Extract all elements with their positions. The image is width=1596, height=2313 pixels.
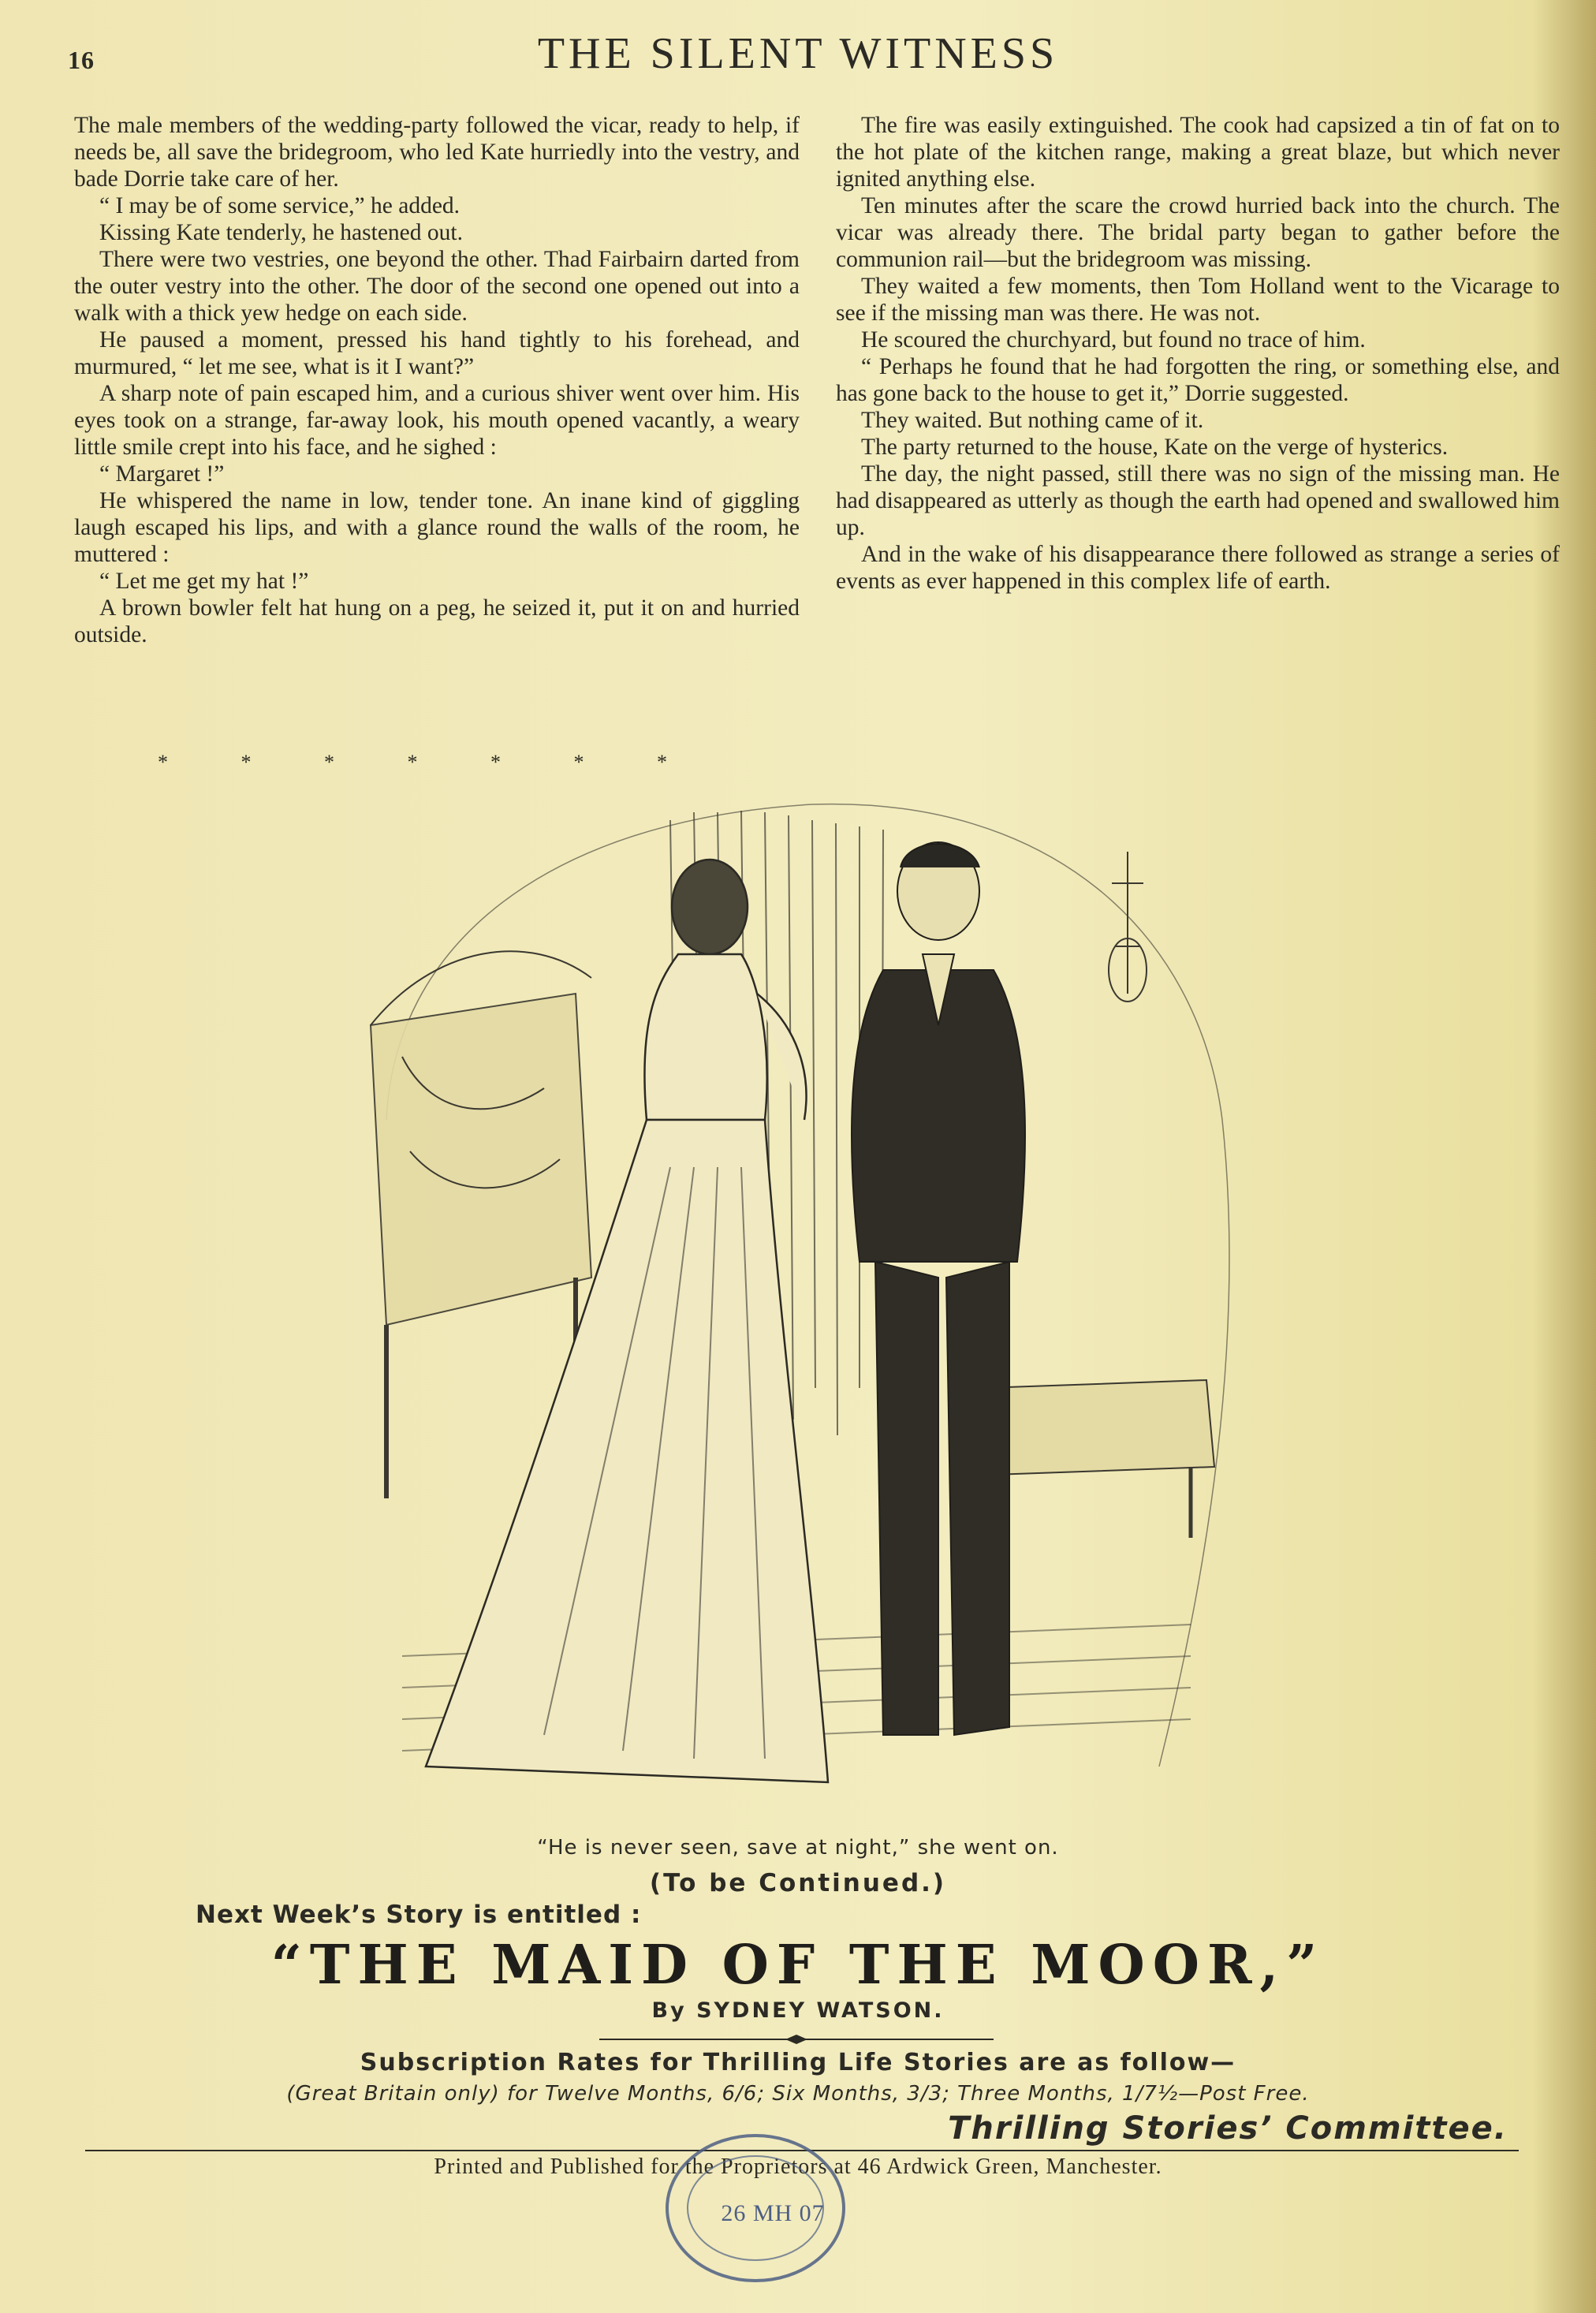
paragraph: “ Perhaps he found that he had forgotten the ring, or something else, and has gone back to the house to get it,” Dorrie suggested. xyxy=(836,354,1560,406)
paragraph: The party returned to the house, Kate on the verge of hysterics. xyxy=(861,435,1449,460)
left-text-column xyxy=(74,112,800,648)
next-story-author: By SYDNEY WATSON. xyxy=(651,1998,945,2023)
illustration-caption: “He is never seen, save at night,” she went on. xyxy=(537,1836,1059,1860)
paragraph: “ I may be of some service,” he added. xyxy=(99,193,461,218)
right-text-column xyxy=(836,112,1560,595)
page-number: 16 xyxy=(68,46,95,74)
paragraph: He whispered the name in low, tender tone. An inane kind of giggling laugh escaped his lips, and with a glance round the walls of the room, he muttered : xyxy=(74,488,800,567)
paragraph: “ Margaret !” xyxy=(99,461,225,487)
paragraph: A brown bowler felt hat hung on a peg, he seized it, put it on and hurried outside. xyxy=(74,595,800,647)
paragraph: Kissing Kate tenderly, he hastened out. xyxy=(99,220,463,245)
printer-imprint: Printed and Published for the Proprietors at 46 Ardwick Green, Manchester. xyxy=(434,2154,1162,2179)
paragraph: And in the wake of his disappearance there followed as strange a series of events as ever happened in this complex life of earth. xyxy=(836,542,1560,594)
stamp-date: 26 MH 07 xyxy=(721,2200,825,2226)
running-head-title: THE SILENT WITNESS xyxy=(537,29,1059,78)
engraving-illustration xyxy=(339,789,1270,1814)
paragraph: Ten minutes after the scare the crowd hurried back into the church. The vicar was already there. The bridal party began to gather before the communion rail—but the bridegroom was missing. xyxy=(836,193,1560,272)
ornamental-rule xyxy=(599,2033,994,2046)
paragraph: “ Let me get my hat !” xyxy=(99,569,309,594)
paragraph: The male members of the wedding-party followed the vicar, ready to help, if needs be, all save the bridegroom, who led Kate hurriedly into the vestry, and bade Dorrie take care of her. xyxy=(74,113,800,192)
next-week-label: Next Week’s Story is entitled : xyxy=(196,1901,642,1929)
to-be-continued: (To be Continued.) xyxy=(649,1869,947,1897)
paragraph: He paused a moment, pressed his hand tightly to his forehead, and murmured, “ let me see, what is it I want?” xyxy=(74,327,800,379)
section-break: * * * * * * * xyxy=(158,751,667,774)
paragraph: The day, the night passed, still there was no sign of the missing man. He had disappeared as utterly as though the earth had opened and swallowed him up. xyxy=(836,461,1560,540)
paragraph: The fire was easily extinguished. The cook had capsized a tin of fat on to the hot plate of the kitchen range, making a great blaze, but which never ignited anything else. xyxy=(836,113,1560,192)
subscription-rates: (Great Britain only) for Twelve Months, 6/6; Six Months, 3/3; Three Months, 1/7½—Post Free. xyxy=(286,2082,1310,2106)
paragraph: He scoured the churchyard, but found no trace of him. xyxy=(861,327,1366,353)
paragraph: A sharp note of pain escaped him, and a curious shiver went over him. His eyes took on a strange, far-away look, his mouth opened vacantly, a weary little smile crept into his face, and he sighed : xyxy=(74,381,800,460)
subscription-heading: Subscription Rates for Thrilling Life Stories are as follow— xyxy=(360,2049,1236,2076)
paragraph: There were two vestries, one beyond the other. Thad Fairbairn darted from the outer vestry into the other. The door of the second one opened out into a walk with a thick yew hedge on each side. xyxy=(74,247,800,326)
paragraph: They waited a few moments, then Tom Holland went to the Vicarage to see if the missing man was there. He was not. xyxy=(836,274,1560,326)
paragraph: They waited. But nothing came of it. xyxy=(861,408,1204,433)
committee-signature: Thrilling Stories’ Committee. xyxy=(948,2110,1508,2147)
next-story-title: “THE MAID OF THE MOOR,” xyxy=(270,1934,1326,1997)
